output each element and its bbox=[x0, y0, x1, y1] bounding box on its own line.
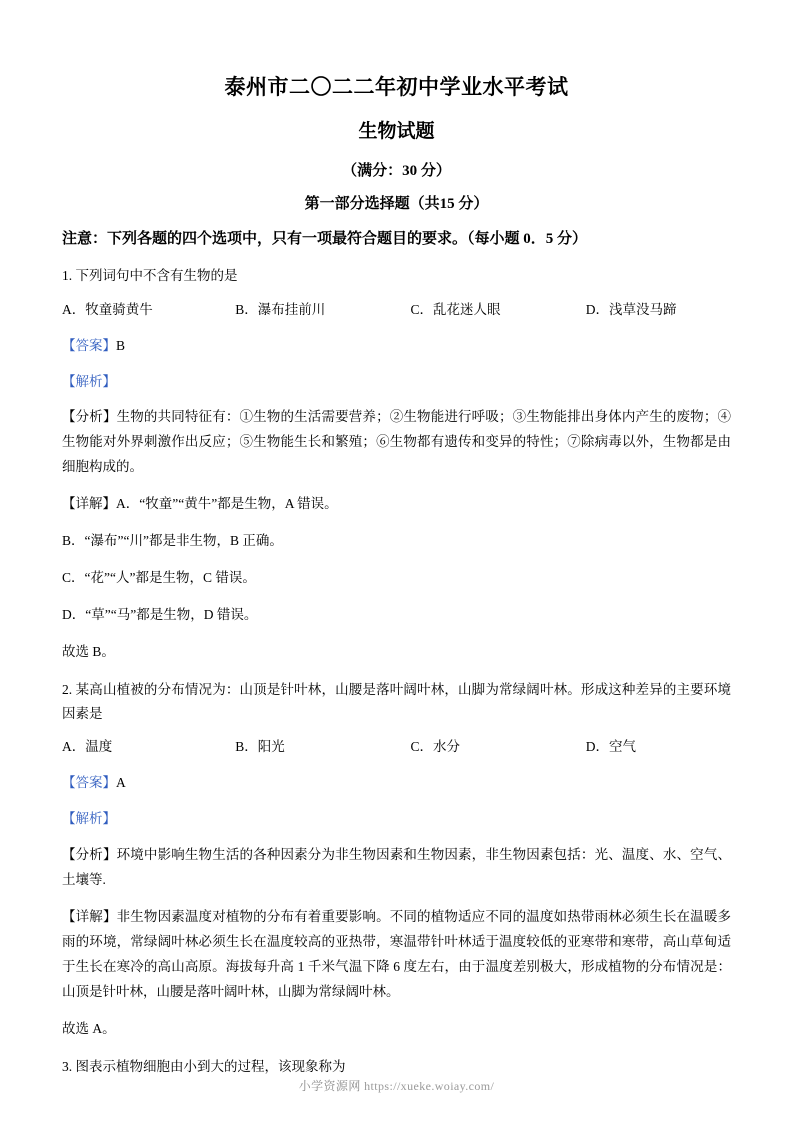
watermark-url: https://xueke.woiay.com/ bbox=[364, 1079, 495, 1093]
option-a[interactable]: A．温度 bbox=[62, 739, 113, 755]
option-b[interactable]: B．阳光 bbox=[235, 739, 285, 755]
option-d[interactable]: D．空气 bbox=[585, 739, 636, 755]
watermark-site-name: 小学资源网 bbox=[298, 1079, 361, 1093]
answer-line bbox=[62, 335, 731, 358]
explanation-paragraph: C．“花”“人”都是生物，C 错误。 bbox=[62, 570, 256, 586]
option-c[interactable]: C．乱花迷人眼 bbox=[410, 301, 501, 317]
explanation-paragraph: B．“瀑布”“川”都是非生物，B 正确。 bbox=[62, 533, 283, 549]
explanation-paragraph: 【分析】环境中影响生物生活的各种因素分为非生物因素和生物因素，非生物因素包括：光、温度、水、空气、土壤等. bbox=[62, 847, 731, 888]
page-title: 泰州市二〇二二年初中学业水平考试 bbox=[224, 75, 569, 99]
answer-value: A bbox=[116, 775, 126, 791]
answer-tag: 【答案】 bbox=[62, 775, 116, 791]
answer-tag: 【答案】 bbox=[62, 337, 116, 353]
option-c[interactable]: C．水分 bbox=[410, 739, 461, 755]
answer-line bbox=[62, 772, 731, 795]
option-d[interactable]: D．浅草没马蹄 bbox=[585, 301, 677, 317]
explanation-label: 【解析】 bbox=[62, 811, 116, 827]
explanation-paragraph: D．“草”“马”都是生物，D 错误。 bbox=[62, 607, 258, 623]
answer-value: B bbox=[116, 337, 126, 353]
question-options bbox=[62, 736, 731, 759]
watermark bbox=[0, 1077, 793, 1094]
option-a[interactable]: A．牧童骑黄牛 bbox=[62, 301, 153, 317]
total-score-note: （满分：30 分） bbox=[342, 163, 451, 179]
explanation-conclusion: 故选 A。 bbox=[62, 1021, 116, 1037]
exam-notice: 注意：下列各题的四个选项中，只有一项最符合题目的要求。（每小题 0．5 分） bbox=[62, 231, 588, 247]
question-stem: 3. 图表示植物细胞由小到大的过程，该现象称为 bbox=[62, 1059, 346, 1075]
explanation-paragraph: 【分析】生物的共同特征有：①生物的生活需要营养；②生物能进行呼吸；③生物能排出身体内产生的废物；④生物能对外界刺激作出反应；⑤生物能生长和繁殖；⑥生物都有遗传和变异的特性；⑦除病毒以外，生物都是由细胞构成的。 bbox=[62, 409, 731, 475]
explanation-conclusion: 故选 B。 bbox=[62, 644, 115, 660]
section-heading: 第一部分选择题（共15 分） bbox=[304, 195, 489, 212]
question-options bbox=[62, 299, 731, 322]
explanation-label: 【解析】 bbox=[62, 373, 116, 389]
question-stem: 2. 某高山植被的分布情况为：山顶是针叶林，山腰是落叶阔叶林，山脚为常绿阔叶林。形成这种差异的主要环境因素是 bbox=[62, 682, 731, 721]
option-b[interactable]: B．瀑布挂前川 bbox=[235, 301, 326, 317]
explanation-paragraph: 【详解】非生物因素温度对植物的分布有着重要影响。不同的植物适应不同的温度如热带雨林必须生长在温暖多雨的环境，常绿阔叶林必须生长在温度较高的亚热带，寒温带针叶林适于温度较低的亚寒带和寒带，高山草甸适于生长在寒冷的高山高原。海拔每升高 1 千米气温下降 6 度左右，由于温度差别极大，形成植物的分布情况是：山顶是针叶林，山腰是落叶阔叶林，山脚为常绿阔叶林。 bbox=[62, 909, 731, 1000]
explanation-paragraph: 【详解】A．“牧童”“黄牛”都是生物，A 错误。 bbox=[62, 496, 338, 512]
page-subtitle: 生物试题 bbox=[358, 120, 435, 142]
question-stem: 1. 下列词句中不含有生物的是 bbox=[62, 268, 238, 283]
